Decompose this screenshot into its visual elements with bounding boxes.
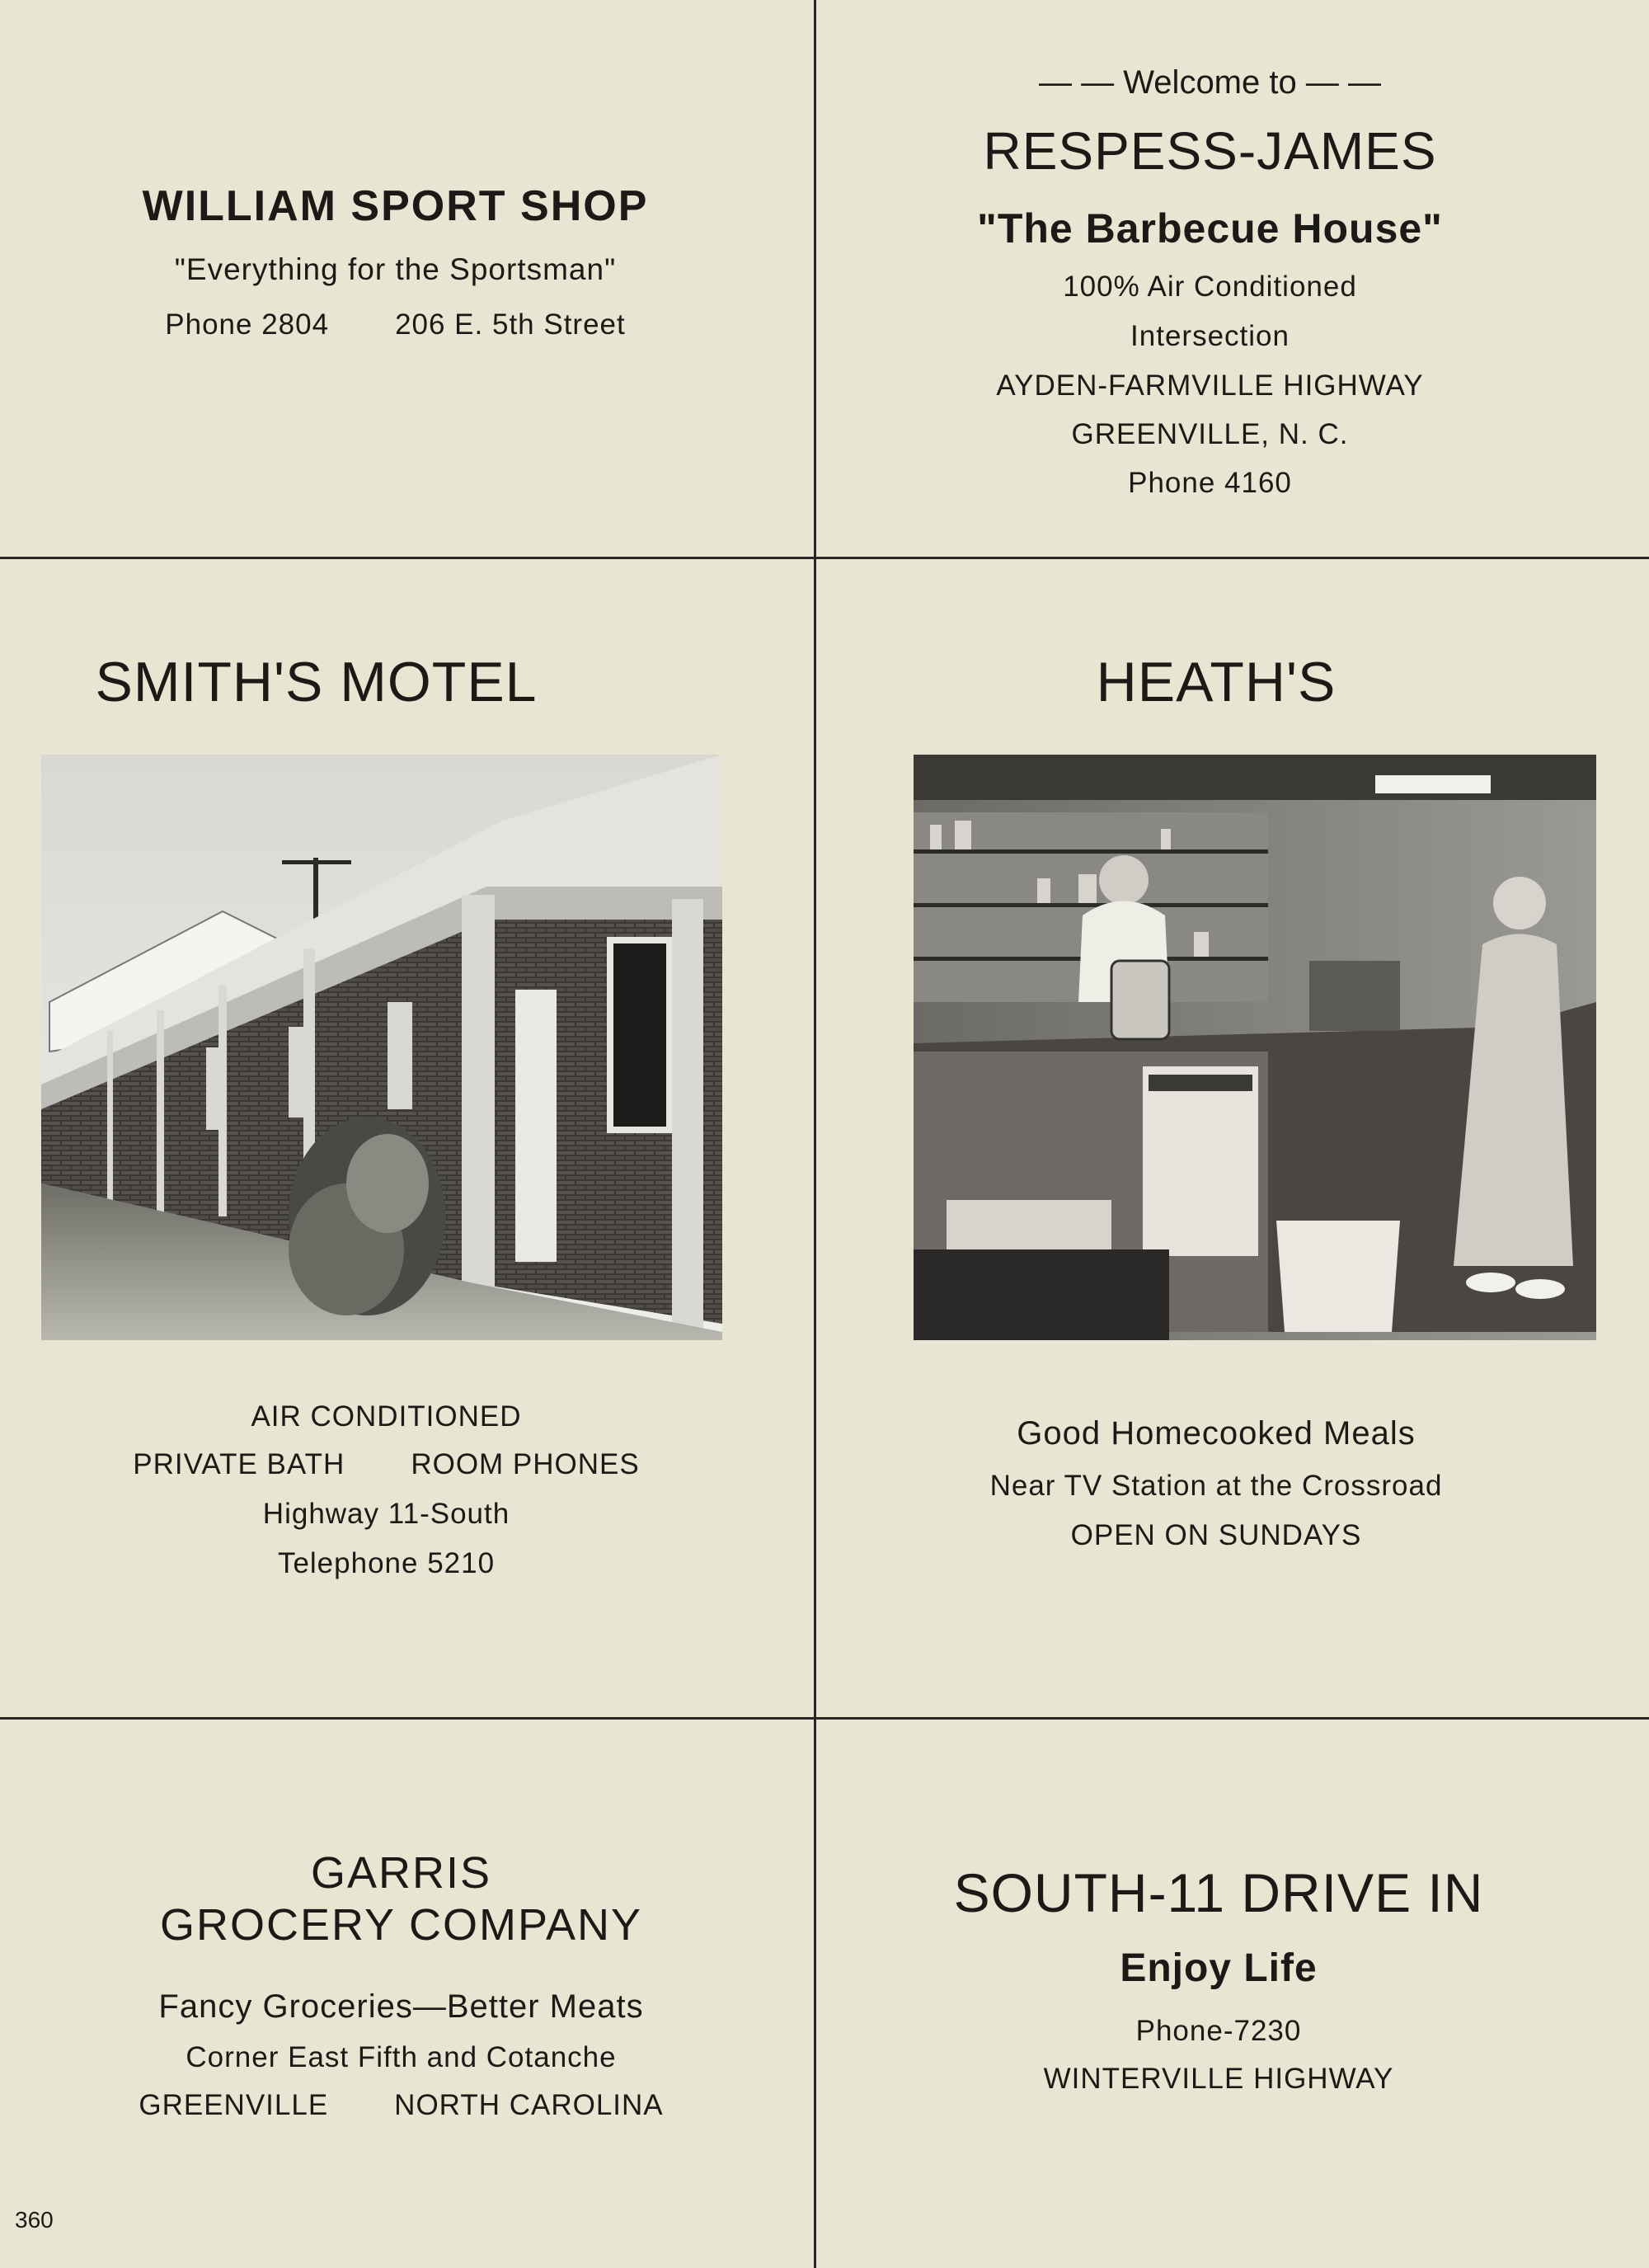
phone-text: Telephone 5210 [277, 1547, 496, 1579]
welcome-line: — — Welcome to — — [1039, 64, 1381, 101]
ad-title: RESPESS-JAMES [983, 121, 1437, 181]
state-text: NORTH CAROLINA [394, 2089, 664, 2121]
ad-respess-james [816, 0, 1649, 557]
info-line: Good Homecooked Meals [1017, 1415, 1416, 1452]
info-line: Corner East Fifth and Cotanche [186, 2041, 617, 2073]
info-line: OPEN ON SUNDAYS [1070, 1519, 1362, 1551]
ad-title: SMITH'S MOTEL [95, 651, 538, 713]
amenities-row [0, 1448, 814, 1481]
info-line: AIR CONDITIONED [251, 1400, 522, 1433]
smiths-details [0, 1394, 814, 1592]
ad-tagline: Enjoy Life [1120, 1946, 1318, 1990]
ad-south-11-drive-in [816, 1720, 1649, 2268]
info-line: Fancy Groceries—Better Meats [158, 1988, 644, 2025]
info-line: WINTERVILLE HIGHWAY [1043, 2063, 1394, 2095]
ad-william-sport-shop [0, 0, 814, 557]
location-row [0, 2089, 814, 2122]
info-line: GREENVILLE, N. C. [1071, 418, 1349, 450]
ad-tagline: "The Barbecue House" [977, 205, 1443, 252]
motel-photo [41, 755, 722, 1340]
phone-text: Phone 2804 [165, 308, 330, 341]
phone-text: Phone-7230 [1135, 2015, 1302, 2047]
ad-title-line2: GROCERY COMPANY [159, 1900, 643, 1950]
amenity-left: PRIVATE BATH [133, 1448, 345, 1480]
ad-tagline: "Everything for the Sportsman" [174, 252, 617, 286]
city-text: GREENVILLE [139, 2089, 329, 2121]
heaths-details [816, 1410, 1649, 1575]
address-text: 206 E. 5th Street [395, 308, 626, 341]
contact-row [0, 308, 814, 341]
ad-title-line1: GARRIS [310, 1848, 492, 1898]
ad-title: HEATH'S [1096, 651, 1337, 713]
amenity-right: ROOM PHONES [411, 1448, 640, 1480]
phone-text: Phone 4160 [1128, 467, 1292, 499]
info-line: 100% Air Conditioned [1063, 271, 1357, 303]
info-line: Highway 11-South [262, 1498, 510, 1530]
info-line: Near TV Station at the Crossroad [989, 1470, 1443, 1502]
info-line: AYDEN-FARMVILLE HIGHWAY [996, 369, 1424, 402]
ad-title: SOUTH-11 DRIVE IN [953, 1862, 1484, 1923]
page-number: 360 [15, 2207, 54, 2233]
store-counter-photo [914, 755, 1596, 1340]
ad-garris-grocery [0, 1720, 814, 2268]
info-line: Intersection [1130, 320, 1290, 352]
ad-title: WILLIAM SPORT SHOP [142, 182, 649, 230]
